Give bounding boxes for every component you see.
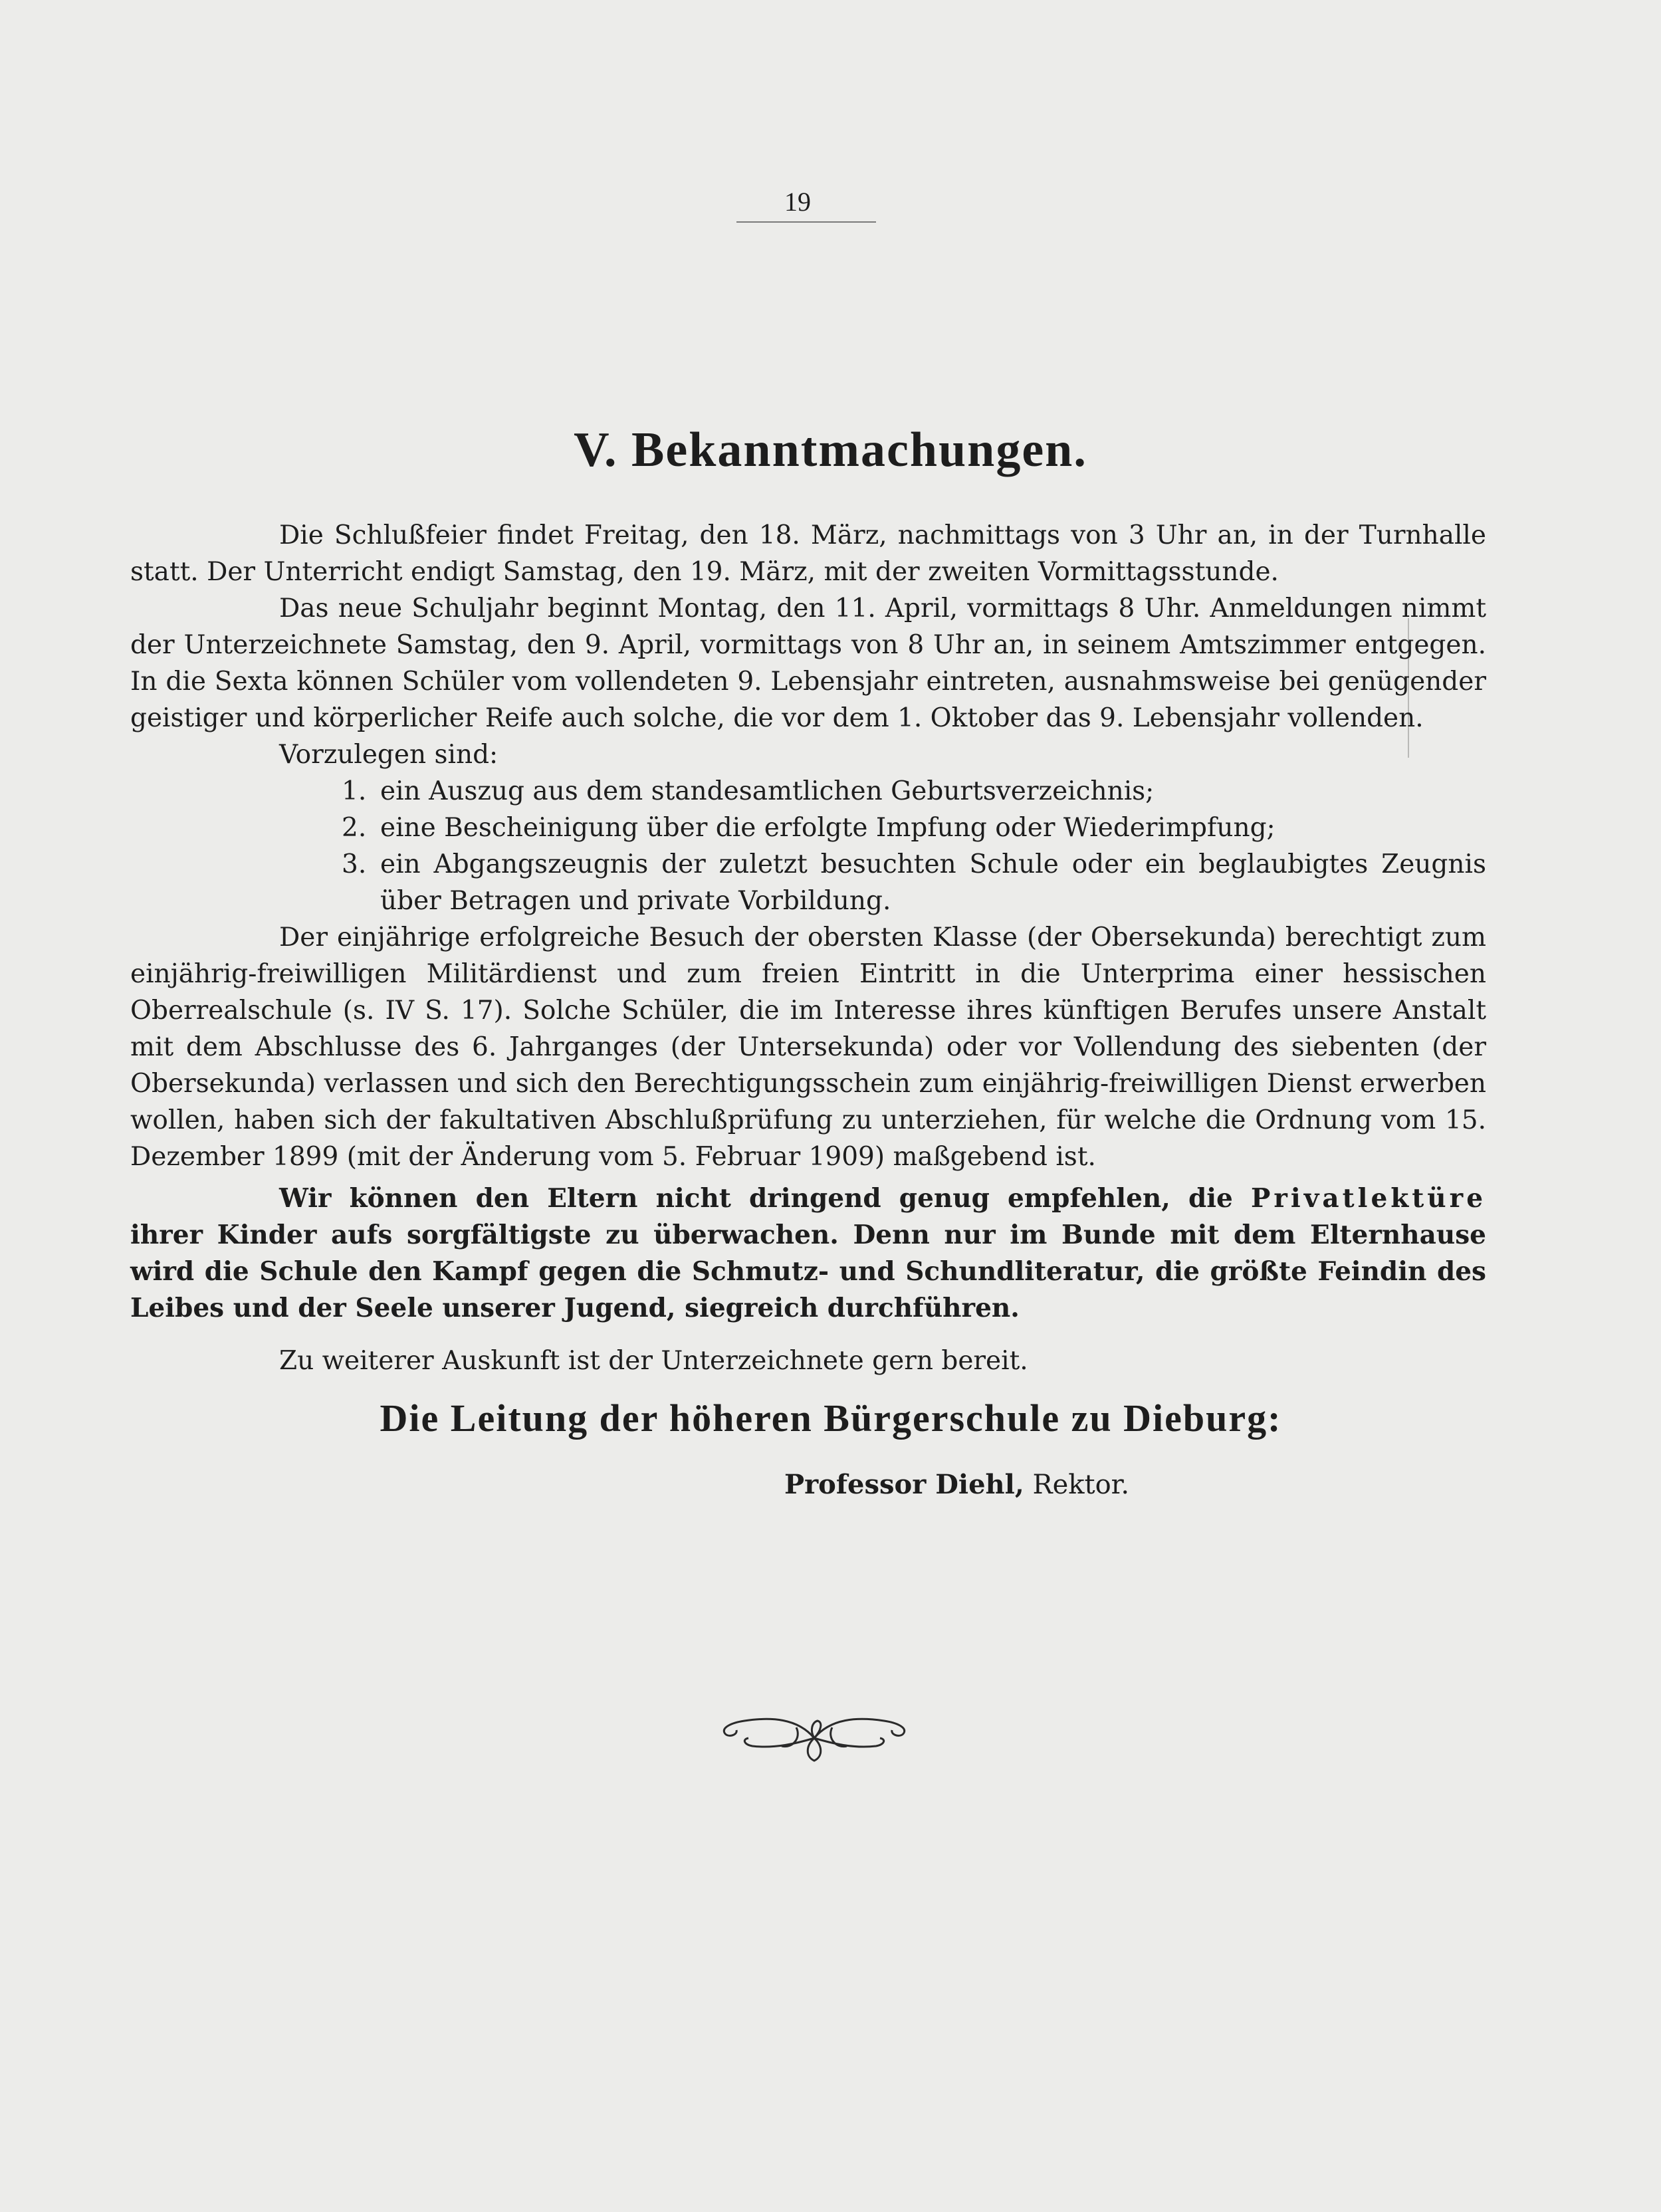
list-item-number: 1. — [342, 776, 367, 806]
page-number: 19 — [784, 187, 811, 217]
list-item — [130, 846, 1486, 919]
signer-name: Professor Diehl, — [784, 1469, 1024, 1500]
page-number-rule — [736, 221, 876, 223]
section-heading: V. Bekanntmachungen. — [574, 422, 1087, 477]
paragraph-closing-ceremony: Die Schlußfeier findet Freitag, den 18. März, nachmittags von 3 Uhr an, in der Turnhalle statt. Der Unterricht endigt Samstag, den 19. März, mit der zweiten Vormittagsstunde. — [130, 520, 1486, 587]
list-item-number: 2. — [342, 813, 367, 843]
announcement-body — [130, 517, 1486, 1379]
paragraph-entitlement: Der einjährige erfolgreiche Besuch der obersten Klasse (der Obersekunda) berechtigt zum einjährig-freiwilligen Militärdienst und zum freien Eintritt in die Unterprima einer hessischen Oberrealschule (s. IV S. 17). Solche Schüler, die im Interesse ihres künftigen Berufes unsere Anstalt mit dem Abschlusse des 6. Jahrganges (der Untersekunda) oder vor Vollendung des siebenten (der Obersekunda) verlassen und sich den Berechtigungsschein zum einjährig-freiwilligen Dienst erwerben wollen, haben sich der fakultativen Abschlußprüfung zu unterziehen, für welche die Ordnung vom 15. Dezember 1899 (mit der Änderung vom 5. Februar 1909) maßgebend ist. — [130, 923, 1486, 1172]
list-item-text: ein Auszug aus dem standesamtlichen Geburtsverzeichnis; — [380, 776, 1155, 806]
paragraph-parental-advice — [130, 1180, 1486, 1327]
advice-emphasis: Privatlektüre — [1251, 1183, 1487, 1214]
list-item — [130, 773, 1486, 810]
list-item-number: 3. — [342, 849, 367, 879]
paragraph-new-school-year: Das neue Schuljahr beginnt Montag, den 11. April, vormittags 8 Uhr. Anmeldungen nimmt der Unterzeichnete Samstag, den 9. April, vormittags von 8 Uhr an, in seinem Amtszimmer entgegen. In die Sexta können Schüler vom vollendeten 9. Lebensjahr eintreten, ausnahmsweise bei genügender geistiger und körperlicher Reife auch solche, die vor dem 1. Oktober das 9. Lebensjahr vollenden. — [130, 594, 1486, 733]
list-item-text: eine Bescheinigung über die erfolgte Impfung oder Wiederimpfung; — [380, 813, 1275, 843]
paragraph-further-info: Zu weiterer Auskunft ist der Unterzeichnete gern bereit. — [279, 1346, 1028, 1376]
signer — [598, 1469, 1449, 1500]
signer-title: Rektor. — [1032, 1470, 1130, 1500]
ornament-flourish-icon — [718, 1712, 911, 1765]
documents-list-intro: Vorzulegen sind: — [279, 740, 498, 770]
list-item-text: ein Abgangszeugnis der zuletzt besuchten Schule oder ein beglaubigtes Zeugnis über Betragen und private Vorbildung. — [380, 849, 1486, 916]
advice-text-start: Wir können den Eltern nicht dringend genug empfehlen, die — [279, 1183, 1233, 1214]
signature-line: Die Leitung der höheren Bürgerschule zu Dieburg: — [380, 1396, 1282, 1440]
list-item — [130, 810, 1486, 846]
advice-text-end: ihrer Kinder aufs sorgfältigste zu überwachen. Denn nur im Bunde mit dem Elternhause wird die Schule den Kampf gegen die Schmutz- und Schundliteratur, die größte Feindin des Leibes und der Seele unserer Jugend, siegreich durchführen. — [130, 1220, 1486, 1323]
